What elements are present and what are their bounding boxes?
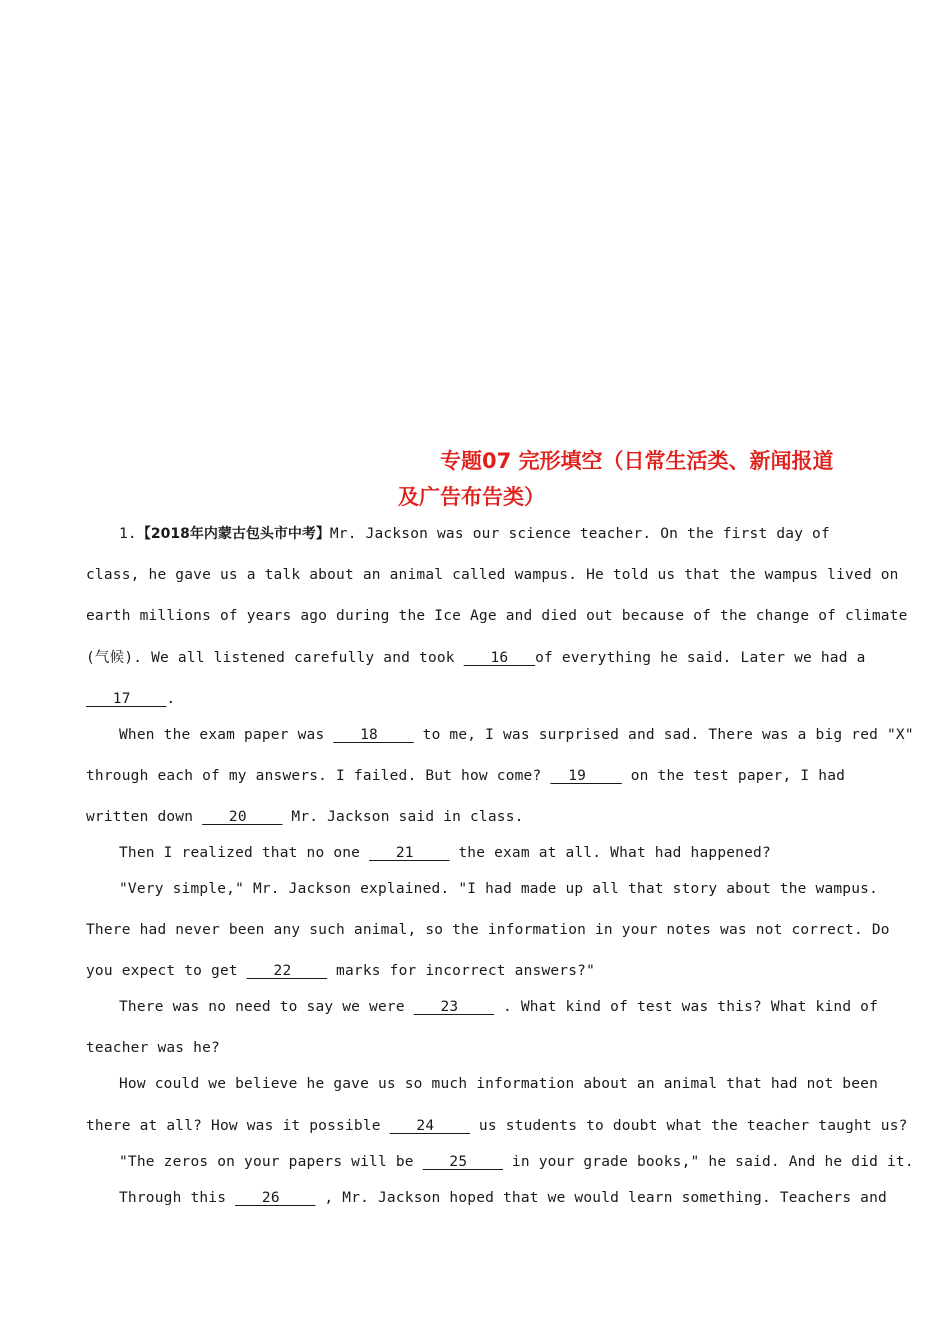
paragraph-line xyxy=(119,1155,914,1170)
paragraph-line: How could we believe he gave us so much information about an animal that had not been xyxy=(119,1076,879,1092)
passage-text: written down xyxy=(86,809,203,825)
passage-text: , Mr. Jackson hoped that we would learn something. Teachers and xyxy=(315,1190,887,1206)
paragraph-line xyxy=(86,692,175,707)
section-title: 专题07 完形填空（日常生活类、新闻报道 xyxy=(440,449,834,473)
paragraph-line xyxy=(86,810,524,825)
passage-text: of everything he said. Later we had a xyxy=(535,650,866,666)
passage-text: through each of my answers. I failed. But how come? xyxy=(86,768,551,784)
passage-text: "The zeros on your papers will be xyxy=(119,1154,423,1170)
blank-24: 24 xyxy=(389,1118,470,1134)
blank-25: 25 xyxy=(422,1154,503,1170)
blank-17: 17 xyxy=(86,691,167,707)
passage-text: on the test paper, I had xyxy=(621,768,846,784)
blank-19: 19 xyxy=(550,768,622,784)
paragraph-line xyxy=(119,1191,887,1206)
paragraph-line: "Very simple," Mr. Jackson explained. "I had made up all that story about the wampus. xyxy=(119,881,879,897)
passage-text: you expect to get xyxy=(86,963,247,979)
passage-text: there at all? How was it possible xyxy=(86,1118,390,1134)
paragraph-line xyxy=(119,846,771,861)
blank-22: 22 xyxy=(246,963,328,979)
passage-text: . What kind of test was this? What kind of xyxy=(494,999,879,1015)
section-title-continued: 及广告布告类） xyxy=(398,485,545,509)
paragraph-line: earth millions of years ago during the Ice Age and died out because of the change of climate xyxy=(86,608,908,624)
passage-text: When the exam paper was xyxy=(119,727,334,743)
blank-23: 23 xyxy=(413,999,495,1015)
paragraph-line: class, he gave us a talk about an animal called wampus. He told us that the wampus lived on xyxy=(86,567,899,583)
question-number: 1. xyxy=(119,526,137,542)
paragraph-line xyxy=(86,769,845,784)
paragraph-line: There had never been any such animal, so the information in your notes was not correct. Do xyxy=(86,922,890,938)
paragraph-line xyxy=(119,1000,878,1015)
paragraph-line xyxy=(119,527,830,542)
paragraph-line xyxy=(86,1119,908,1134)
passage-text: to me, I was surprised and sad. There was a big red "X" xyxy=(413,727,914,743)
passage-text: Then I realized that no one xyxy=(119,845,370,861)
paragraph-line xyxy=(119,728,914,743)
passage-text: (气候). We all listened carefully and took xyxy=(86,650,464,666)
blank-18: 18 xyxy=(333,727,414,743)
passage-text: us students to doubt what the teacher taught us? xyxy=(470,1118,908,1134)
passage-text: Mr. Jackson said in class. xyxy=(282,809,524,825)
passage-text: in your grade books," he said. And he did it. xyxy=(503,1154,914,1170)
question-source: 【2018年内蒙古包头市中考】 xyxy=(136,526,330,542)
passage-text: marks for incorrect answers?" xyxy=(327,963,596,979)
passage-text: Mr. Jackson was our science teacher. On the first day of xyxy=(329,526,830,542)
blank-16: 16 xyxy=(463,650,536,666)
passage-text: the exam at all. What had happened? xyxy=(449,845,771,861)
passage-text: There was no need to say we were xyxy=(119,999,414,1015)
passage-text: . xyxy=(166,691,176,707)
paragraph-line: teacher was he? xyxy=(86,1040,220,1056)
passage-text: Through this xyxy=(119,1190,236,1206)
paragraph-line xyxy=(86,651,866,666)
blank-21: 21 xyxy=(369,845,450,861)
blank-20: 20 xyxy=(202,809,283,825)
blank-26: 26 xyxy=(235,1190,316,1206)
paragraph-line xyxy=(86,964,595,979)
